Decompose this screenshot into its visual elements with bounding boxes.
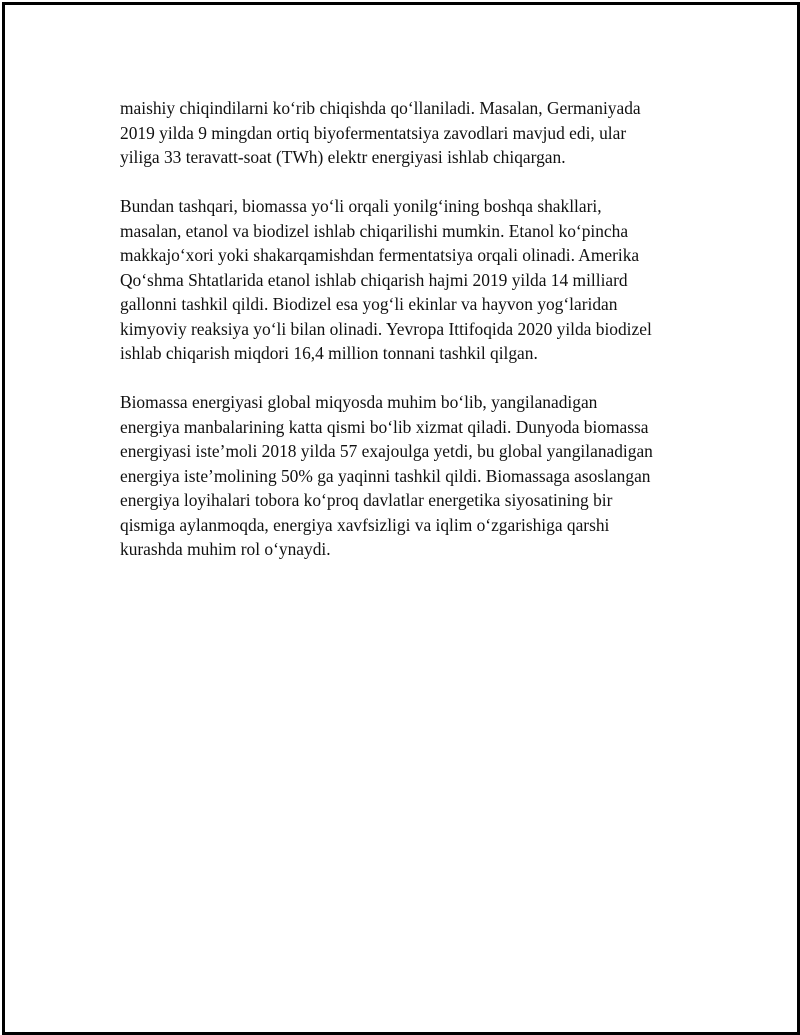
paragraph-global-biomass: Biomassa energiyasi global miqyosda muhim bo‘lib, yangilanadigan energiya manbalarining katta qismi bo‘lib xizmat qiladi. Dunyoda biomassa energiyasi iste’moli 2018 yilda 57 exajoulga yetdi, bu global yangilanadigan energiya iste’molining 50% ga yaqinni tashkil qildi. Biomassaga asoslangan energiya loyihalari tobora ko‘proq davlatlar energetika siyosatining bir qismiga aylanmoqda, energiya xavfsizligi va iqlim o‘zgarishiga qarshi kurashda muhim rol o‘ynaydi. (120, 392, 653, 559)
paragraph-ethanol-biodiesel: Bundan tashqari, biomassa yo‘li orqali yonilg‘ining boshqa shakllari, masalan, etanol va biodizel ishlab chiqarilishi mumkin. Etanol ko‘pincha makkajo‘xori yoki shakarqamishdan fermentatsiya orqali olinadi. Amerika Qo‘shma Shtatlarida etanol ishlab chiqarish hajmi 2019 yilda 14 milliard gallonni tashkil qildi. Biodizel esa yog‘li ekinlar va hayvon yog‘laridan kimyoviy reaksiya yo‘li bilan olinadi. Yevropa Ittifoqida 2020 yilda biodizel ishlab chiqarish miqdori 16,4 million tonnani tashkil qilgan. (120, 196, 652, 363)
page-frame (2, 2, 800, 1035)
paragraph-germany-biofermentation: maishiy chiqindilarni ko‘rib chiqishda qo‘llaniladi. Masalan, Germaniyada 2019 yilda 9 mingdan ortiq biyofermentatsiya zavodlari mavjud edi, ular yiliga 33 teravatt-soat (TWh) elektr energiyasi ishlab chiqargan. (120, 98, 641, 167)
document-body (120, 96, 700, 586)
